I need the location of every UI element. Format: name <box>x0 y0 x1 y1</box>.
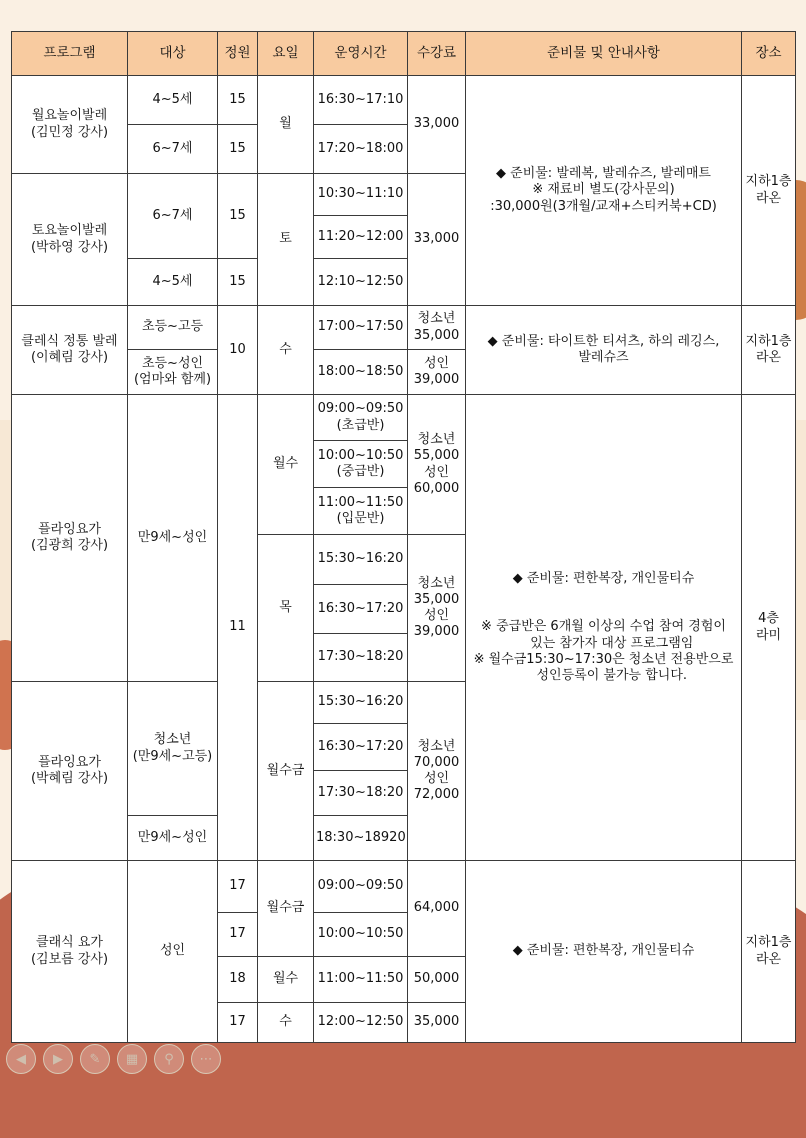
time-cell: 16:30~17:20 <box>314 585 408 634</box>
slideshow-toolbar <box>6 1044 221 1074</box>
day-cell: 월수금 <box>258 861 314 957</box>
header-row <box>12 32 796 76</box>
place-cell: 4층 라미 <box>742 395 796 861</box>
time-cell: 11:20~12:00 <box>314 216 408 259</box>
day-cell: 수 <box>258 306 314 395</box>
time-cell: 17:30~18:20 <box>314 634 408 682</box>
header-place: 장소 <box>742 32 796 76</box>
program-cell: 클레식 정통 발레 (이혜림 강사) <box>12 306 128 395</box>
target-cell: 만9세~성인 <box>128 395 218 682</box>
time-cell: 15:30~16:20 <box>314 535 408 585</box>
notes-cell: ◆ 준비물: 타이트한 티셔츠, 하의 레깅스, 발레슈즈 <box>466 306 742 395</box>
target-cell: 6~7세 <box>128 125 218 174</box>
capacity-cell: 17 <box>218 861 258 913</box>
fee-cell: 64,000 <box>408 861 466 957</box>
program-cell: 플라잉요가 (김광희 강사) <box>12 395 128 682</box>
prev-icon[interactable]: ◀ <box>6 1044 36 1074</box>
capacity-cell: 15 <box>218 125 258 174</box>
capacity-cell: 15 <box>218 174 258 259</box>
time-cell: 17:30~18:20 <box>314 771 408 816</box>
capacity-cell: 15 <box>218 76 258 125</box>
notes-cell: ◆ 준비물: 발레복, 발레슈즈, 발레매트 ※ 재료비 별도(강사문의) :30,000원(3개월/교재+스티커북+CD) <box>466 76 742 306</box>
capacity-cell: 17 <box>218 913 258 957</box>
notes-cell: ◆ 준비물: 편한복장, 개인물티슈 <box>466 861 742 1043</box>
day-cell: 목 <box>258 535 314 682</box>
fee-cell: 성인 39,000 <box>408 350 466 395</box>
header-target: 대상 <box>128 32 218 76</box>
table-row <box>12 861 796 913</box>
time-cell: 11:00~11:50 <box>314 957 408 1003</box>
time-cell: 09:00~09:50 (초급반) <box>314 395 408 441</box>
target-cell: 4~5세 <box>128 259 218 306</box>
header-program: 프로그램 <box>12 32 128 76</box>
day-cell: 월수 <box>258 957 314 1003</box>
more-icon[interactable]: ⋯ <box>191 1044 221 1074</box>
fee-cell: 33,000 <box>408 174 466 306</box>
header-notes: 준비물 및 안내사항 <box>466 32 742 76</box>
program-cell: 플라잉요가 (박혜림 강사) <box>12 682 128 861</box>
day-cell: 월 <box>258 76 314 174</box>
time-cell: 10:30~11:10 <box>314 174 408 216</box>
target-cell: 만9세~성인 <box>128 816 218 861</box>
time-cell: 10:00~10:50 <box>314 913 408 957</box>
target-cell: 4~5세 <box>128 76 218 125</box>
header-time: 운영시간 <box>314 32 408 76</box>
fee-cell: 35,000 <box>408 1003 466 1043</box>
next-icon[interactable]: ▶ <box>43 1044 73 1074</box>
time-cell: 16:30~17:10 <box>314 76 408 125</box>
pen-icon[interactable]: ✎ <box>80 1044 110 1074</box>
table-row <box>12 395 796 441</box>
fee-cell: 청소년 70,000 성인 72,000 <box>408 682 466 861</box>
table-row <box>12 306 796 350</box>
header-day: 요일 <box>258 32 314 76</box>
target-cell: 초등~고등 <box>128 306 218 350</box>
time-cell: 17:20~18:00 <box>314 125 408 174</box>
capacity-cell: 11 <box>218 395 258 861</box>
time-cell: 17:00~17:50 <box>314 306 408 350</box>
slides-icon[interactable]: ▦ <box>117 1044 147 1074</box>
time-cell: 10:00~10:50 (중급반) <box>314 441 408 488</box>
capacity-cell: 18 <box>218 957 258 1003</box>
day-cell: 수 <box>258 1003 314 1043</box>
header-fee: 수강료 <box>408 32 466 76</box>
notes-cell: ◆ 준비물: 편한복장, 개인물티슈 ※ 중급반은 6개월 이상의 수업 참여 경험이 있는 참가자 대상 프로그램임 ※ 월수금15:30~17:30은 청소년 전용반으로 성인등록이 불가능 합니다. <box>466 395 742 861</box>
program-cell: 클래식 요가 (김보름 강사) <box>12 861 128 1043</box>
target-cell: 청소년 (만9세~고등) <box>128 682 218 816</box>
time-cell: 15:30~16:20 <box>314 682 408 724</box>
header-capacity: 정원 <box>218 32 258 76</box>
time-cell: 11:00~11:50 (입문반) <box>314 488 408 535</box>
time-cell: 18:00~18:50 <box>314 350 408 395</box>
time-cell: 09:00~09:50 <box>314 861 408 913</box>
fee-cell: 33,000 <box>408 76 466 174</box>
table-row <box>12 76 796 125</box>
zoom-icon[interactable]: ⚲ <box>154 1044 184 1074</box>
day-cell: 토 <box>258 174 314 306</box>
capacity-cell: 17 <box>218 1003 258 1043</box>
program-cell: 월요놀이발레 (김민정 강사) <box>12 76 128 174</box>
fee-cell: 50,000 <box>408 957 466 1003</box>
time-cell: 12:10~12:50 <box>314 259 408 306</box>
capacity-cell: 10 <box>218 306 258 395</box>
program-cell: 토요놀이발레 (박하영 강사) <box>12 174 128 306</box>
time-cell: 16:30~17:20 <box>314 724 408 771</box>
capacity-cell: 15 <box>218 259 258 306</box>
target-cell: 초등~성인 (엄마와 함께) <box>128 350 218 395</box>
day-cell: 월수금 <box>258 682 314 861</box>
fee-cell: 청소년 35,000 성인 39,000 <box>408 535 466 682</box>
place-cell: 지하1층 라온 <box>742 861 796 1043</box>
time-cell: 18:30~18920 <box>314 816 408 861</box>
target-cell: 성인 <box>128 861 218 1043</box>
fee-cell: 청소년 55,000 성인 60,000 <box>408 395 466 535</box>
time-cell: 12:00~12:50 <box>314 1003 408 1043</box>
schedule-table <box>11 31 796 1043</box>
place-cell: 지하1층 라온 <box>742 306 796 395</box>
place-cell: 지하1층 라온 <box>742 76 796 306</box>
day-cell: 월수 <box>258 395 314 535</box>
target-cell: 6~7세 <box>128 174 218 259</box>
fee-cell: 청소년 35,000 <box>408 306 466 350</box>
